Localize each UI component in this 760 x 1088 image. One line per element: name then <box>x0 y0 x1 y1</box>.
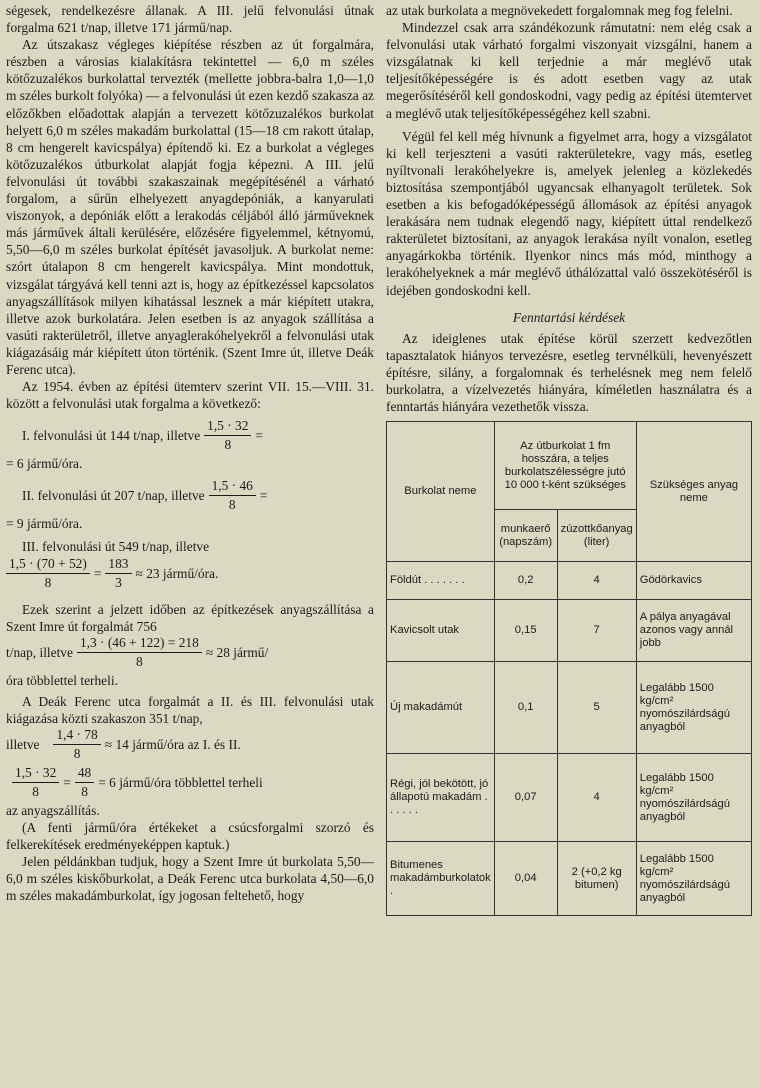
left-column <box>6 2 374 905</box>
paragraph: óra többlettel terheli. <box>6 672 118 688</box>
table-cell: 0,04 <box>494 842 557 916</box>
paragraph: az utak burkolata a megnövekedett forgalomnak meg fog felelni. <box>386 3 733 18</box>
paragraph: az anyagszállítás. <box>6 803 100 818</box>
table-cell: 4 <box>557 562 636 600</box>
paragraph: Végül fel kell még hívnunk a figyelmet arra, hogy a vizsgálatot ki kell terjeszteni a vasúti rakterületekre, vagy más, esetleg nyíltvonali lerakóhelyekre is, amelyek jelenleg a közlekedés biztosítása szempontjából ugyancsak elhanyagolt területek. Sok esetben a kis befogadóképességű állomások az építési anyagok lerakására nem tudnak elegendő nagy, kiépített úttal rendelkező rakterületet biztosítani, az anyagok lerakása nyílt vonalon, esetleg anyagárkokba történik. Ilyenkor nincs más mód, minthogy a lerakóhelyeknek a már meglévő úthálózattal való összekötéséről is idejében gondoskodni kell. <box>386 128 752 298</box>
fraction <box>105 556 131 591</box>
numerator: 1,5 · (70 + 52) <box>6 556 90 574</box>
fraction <box>75 765 94 800</box>
denominator: 3 <box>115 574 122 590</box>
table-cell: Gödörkavics <box>636 562 751 600</box>
fraction <box>209 478 256 513</box>
table-row <box>387 562 752 600</box>
denominator: 8 <box>44 574 52 590</box>
table-cell: 0,07 <box>494 754 557 842</box>
paragraph: (A fenti jármű/óra értékeket a csúcsforgalmi szorzó és felkerekítések eredményeképpen kaptuk.) <box>6 820 374 853</box>
table-cell: Bitumenes makadámburkolatok . <box>387 842 495 916</box>
equals-sign: = <box>255 428 263 444</box>
fraction <box>12 765 59 800</box>
denominator: 8 <box>228 497 236 513</box>
paragraph: Mindezzel csak arra szándékozunk rámutatni: nem elég csak a felvonulási utak várható forgalmi viszonyait vizsgálni, hanem a vizsgálatnak ki kell terjednie a már meglévő utak teljesítőképességére is és adott esetben vagy az utak megerősítéséről kell gondoskodni, vagy pedig az építési ütemtervet a meglévő utak teljesítőképességéhez kell szabni. <box>386 20 752 121</box>
fraction <box>77 635 202 670</box>
table-cell: 0,1 <box>494 662 557 754</box>
denominator: 8 <box>73 746 81 761</box>
table-cell: Legalább 1500 kg/cm² nyomószilárdságú anyagból <box>636 662 751 754</box>
paragraph: Az 1954. évben az építési ütemterv szerint VII. 15.—VIII. 31. között a felvonulási utak forgalma a következő: <box>6 379 374 412</box>
numerator: 48 <box>75 765 94 783</box>
fraction <box>6 556 90 591</box>
table-header-labor: munkaerő (napszám) <box>494 510 557 562</box>
table-header-material: Szükséges anyag neme <box>636 422 751 562</box>
fraction <box>204 418 251 453</box>
table-cell: Új makadámút <box>387 662 495 754</box>
maintenance-table <box>386 421 752 916</box>
equation-text: t/nap, illetve <box>6 644 73 660</box>
denominator: 8 <box>224 437 232 453</box>
table-cell: Kavicsolt utak <box>387 600 495 662</box>
equation-text: illetve <box>6 737 40 752</box>
equation-result: ≈ 23 jármű/óra. <box>135 565 219 581</box>
table-header-stone: zúzottkőanyag (liter) <box>557 510 636 562</box>
numerator: 1,3 · (46 + 122) = 218 <box>77 635 202 653</box>
equation-text: I. felvonulási út 144 t/nap, illetve <box>22 428 201 444</box>
table-cell: Legalább 1500 kg/cm² nyomószilárdságú anyagból <box>636 754 751 842</box>
right-column <box>386 2 752 916</box>
table-cell: Földút . . . . . . . <box>387 562 495 600</box>
equation-4 <box>6 635 374 670</box>
paragraph: Az útszakasz végleges kiépítése részben az út forgalmára, részben a városias kialakításra tekintettel — 6,0 m széles kötőzuzalékos burkolattal tervezték (mellette jobbra-balra 1,0—1,0 m széles burkolt folyóka) — a felvonulási út ezen kezdő szakasza az előzőkben előadottak alapján a tervezett kötőzuzalékos burkolat helyett 6,0 m széles makadám burkolattal (15—18 cm rakott útalap, 8 cm hengerelt kavicspálya) építendő ki. Ez a burkolat a végleges kötőzuzalékos útburkolat alapját fogja képezni. A III. jelű felvonulási út további szakaszainak megépítésénél a várható forgalom, a sűrűn elhelyezett anyagdepóniák, a kanyarulati viszonyok, a depóniák előtt a lerakodás céljából álló járműveknek más járművek általi kerülésére, előzésére figyelemmel, kétnyomú, 5,50—6,0 m széles burkolat építését javasoljuk. A burkolat neme: szórt útalapon 8 cm hengerelt kavicspálya. Mint mondottuk, vizsgálat tárgyává kell tenni azt is, hogy az építkezéssel kapcsolatos anyagszállítások milyen kihatással lesznek a már kiépített utakra, illetve azok burkolatára. Jelen esetben is az anyagok szállítása a vasúti rakterületről, illetve anyaglerakóhelyekről a felvonulási utak kiágazásáig már kiépített úton történik. (Szent Imre út, illetve Deák Ferenc utca). <box>6 37 374 377</box>
paragraph: Az ideiglenes utak építése körül szerzett kedvezőtlen tapasztalatok hiányos tervezésre, esetleg tervnélküli, hevenyészett építésre, silány, a forgalomnak és terhelésnek meg nem felelő burkolatra, a vízelvezetés hiányára, kíméletlen használatra és a fenntartás hiányára vezethetők vissza. <box>386 330 752 414</box>
equation-5 <box>6 727 374 762</box>
section-heading: Fenntartási kérdések <box>512 309 626 325</box>
table-row <box>387 842 752 916</box>
equation-6: $\frac{1,5 \cdot 32}{8}$ = $\frac{48}{8}$ = 6 jármű/óra többlettel terheli <box>6 765 374 800</box>
table-cell: 4 <box>557 754 636 842</box>
equation-result: = 6 jármű/óra. <box>6 456 83 472</box>
table-row <box>387 600 752 662</box>
table-header-surface: Burkolat neme <box>387 422 495 562</box>
table-header-group: Az útburkolat 1 fm hosszára, a teljes burkolatszélességre jutó 10 000 t-ként szükséges <box>494 422 636 510</box>
equation-2 <box>6 478 374 513</box>
table-cell: A pálya anyagával azonos vagy annál jobb <box>636 600 751 662</box>
table-cell: 2 (+0,2 kg bitumen) <box>557 842 636 916</box>
denominator: 8 <box>136 653 143 669</box>
equation-3-text: III. felvonulási út 549 t/nap, illetve <box>22 539 210 555</box>
table-cell: Régi, jól bekötött, jó állapotú makadám . . . . . . <box>387 754 495 842</box>
equation-1 <box>6 418 374 453</box>
numerator: 1,4 · 78 <box>53 727 100 745</box>
numerator: 183 <box>105 556 131 574</box>
equation-result: ≈ 28 jármű/ <box>205 644 269 660</box>
equation-result: = 9 jármű/óra. <box>6 516 83 532</box>
numerator: 1,5 · 32 <box>12 765 59 783</box>
denominator: 8 <box>32 784 39 799</box>
equation-result: = 6 jármű/óra többlettel terheli <box>98 775 263 790</box>
paragraph: Ezek szerint a jelzett időben az építkezések anyagszállítása a Szent Imre út forgalmát 756 <box>6 601 374 634</box>
table-cell: 0,2 <box>494 562 557 600</box>
numerator: 1,5 · 46 <box>209 478 256 496</box>
equation-text: II. felvonulási út 207 t/nap, illetve <box>22 488 205 504</box>
paragraph: Jelen példánkban tudjuk, hogy a Szent Imre út burkolata 5,50—6,0 m széles kiskőburkolat, a Deák Ferenc utca burkolata 4,50—6,0 m széles makadámburkolat, így jogosan feltehető, hogy <box>6 854 374 904</box>
equation-3 <box>6 556 374 591</box>
paragraph: A Deák Ferenc utca forgalmát a II. és III. felvonulási utak kiágazása közti szakaszon 351 t/nap, <box>6 693 374 726</box>
table-row <box>387 754 752 842</box>
equation-result: ≈ 14 jármű/óra az I. és II. <box>104 737 241 752</box>
equals-sign: = <box>93 565 102 581</box>
equals-sign: = <box>259 488 268 504</box>
numerator: 1,5 · 32 <box>204 418 251 436</box>
fraction <box>53 727 100 762</box>
table-cell: Legalább 1500 kg/cm² nyomószilárdságú anyagból <box>636 842 751 916</box>
table-cell: 7 <box>557 600 636 662</box>
table-cell: 5 <box>557 662 636 754</box>
paragraph: ségesek, rendelkezésre állanak. A III. jelű felvonulási útnak forgalma 621 t/nap, illetve 171 jármű/nap. <box>6 3 374 36</box>
table-cell: 0,15 <box>494 600 557 662</box>
denominator: 8 <box>81 784 88 799</box>
table-row <box>387 662 752 754</box>
